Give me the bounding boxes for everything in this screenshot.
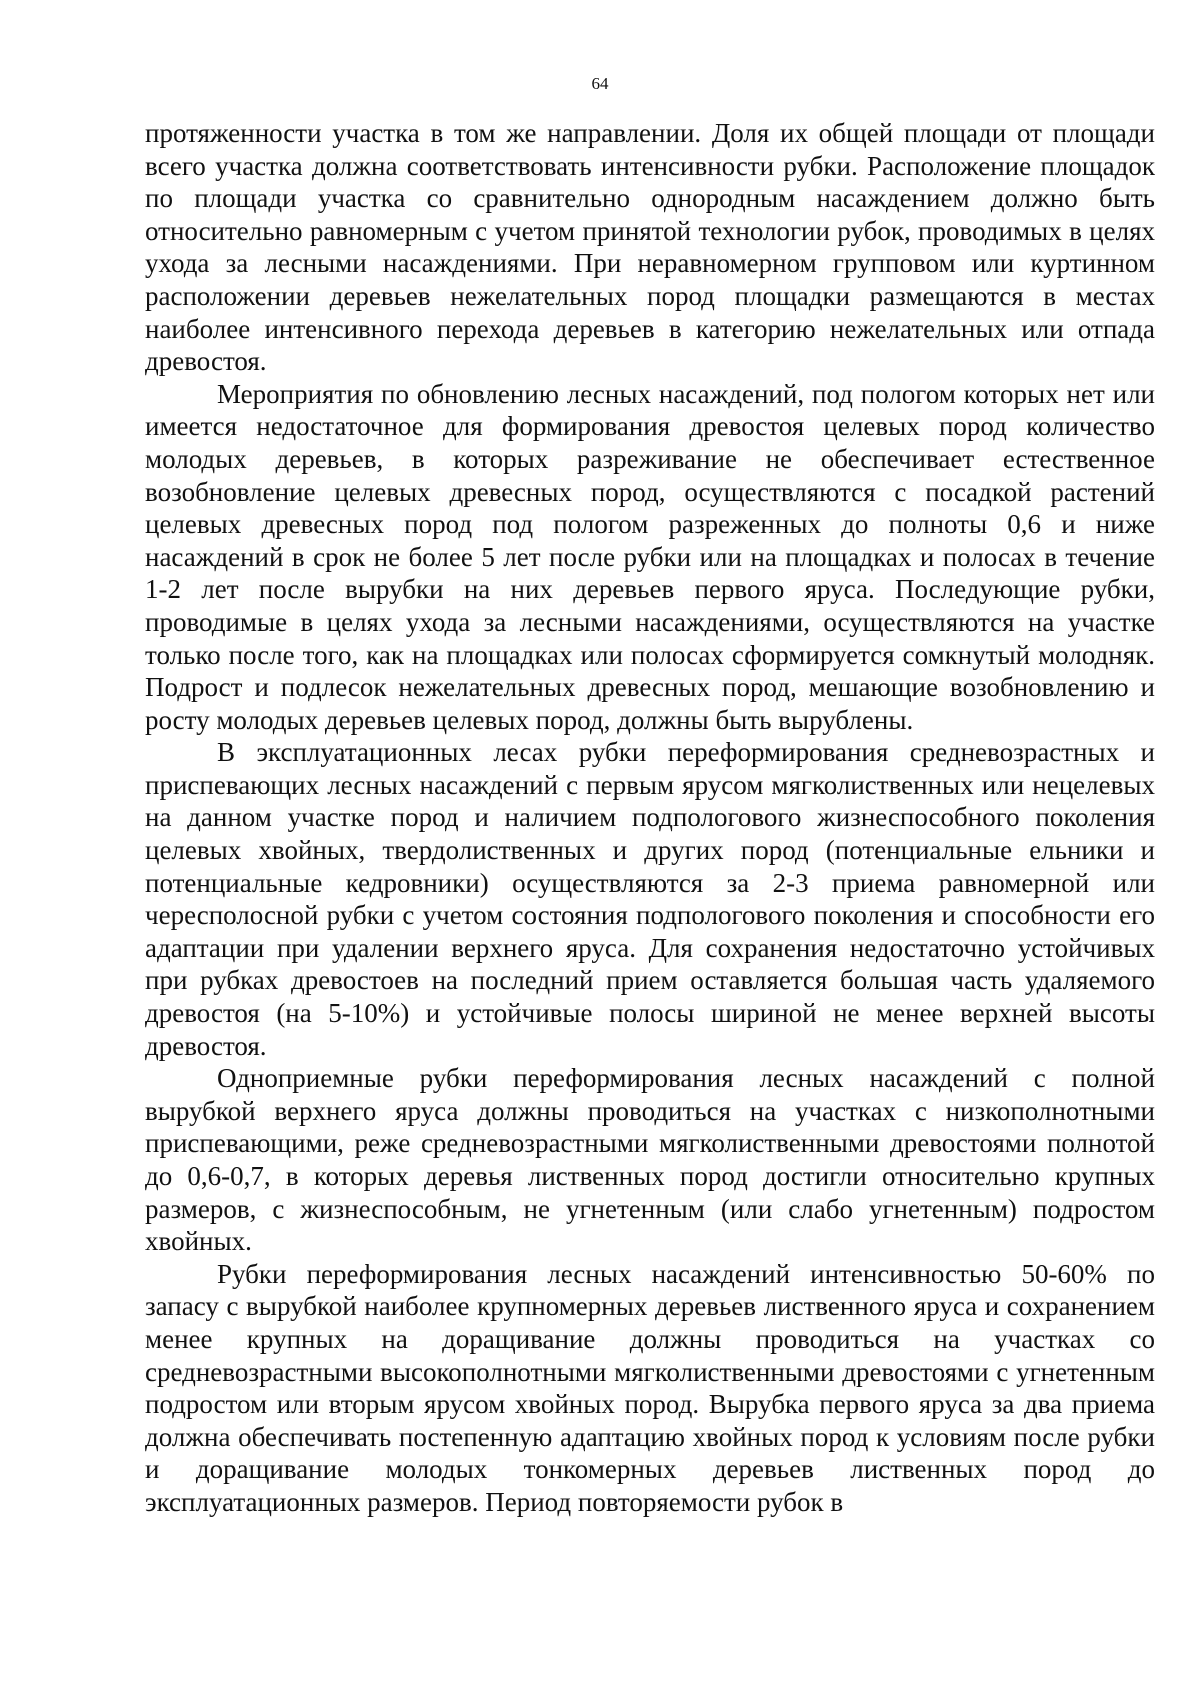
document-body xyxy=(145,117,1155,1519)
paragraph-exploitation-forests: В эксплуатационных лесах рубки переформирования средневозрастных и приспевающих лесных насаждений с первым ярусом мягколиственных или нецелевых на данном участке пород и наличием подпологового жизнеспособного поколения целевых хвойных, твердолиственных и других пород (потенциальные ельники и потенциальные кедровники) осуществляются за 2-3 приема равномерной или чересполосной рубки с учетом состояния подпологового поколения и способности его адаптации при удалении верхнего яруса. Для сохранения недостаточно устойчивых при рубках древостоев на последний прием оставляется большая часть удаляемого древостоя (на 5-10%) и устойчивые полосы шириной не менее верхней высоты древостоя. xyxy=(145,737,1155,1061)
paragraph-continuation: протяженности участка в том же направлении. Доля их общей площади от площади всего участка должна соответствовать интенсивности рубки. Расположение площадок по площади участка со сравнительно однородным насаждением должно быть относительно равномерным с учетом принятой технологии рубок, проводимых в целях ухода за лесными насаждениями. При неравномерном групповом или куртинном расположении деревьев нежелательных пород площадки размещаются в местах наиболее интенсивного перехода деревьев в категорию нежелательных или отпада древостоя. xyxy=(145,118,1155,377)
paragraph-single-stage-felling: Одноприемные рубки переформирования лесных насаждений с полной вырубкой верхнего яруса должны проводиться на участках с низкополнотными приспевающими, реже средневозрастными мягколиственными древостоями полнотой до 0,6-0,7, в которых деревья лиственных пород достигли относительно крупных размеров, с жизнеспособным, не угнетенным (или слабо угнетенным) подростом хвойных. xyxy=(145,1063,1155,1257)
paragraph-reformation-intensity: Рубки переформирования лесных насаждений интенсивностью 50-60% по запасу с вырубкой наиболее крупномерных деревьев лиственного яруса и сохранением менее крупных на доращивание должны проводиться на участках со средневозрастными высокополнотными мягколиственными древостоями с угнетенным подростом или вторым ярусом хвойных пород. Вырубка первого яруса за два приема должна обеспечивать постепенную адаптацию хвойных пород к условиям после рубки и доращивание молодых тонкомерных деревьев лиственных пород до эксплуатационных размеров. Период повторяемости рубок в xyxy=(145,1258,1155,1517)
paragraph-renewal-measures: Мероприятия по обновлению лесных насаждений, под пологом которых нет или имеется недостаточное для формирования древостоя целевых пород количество молодых деревьев, в которых разреживание не обеспечивает естественное возобновление целевых древесных пород, осуществляются с посадкой растений целевых древесных пород под пологом разреженных до полноты 0,6 и ниже насаждений в срок не более 5 лет после рубки или на площадках и полосах в течение 1-2 лет после вырубки на них деревьев первого яруса. Последующие рубки, проводимые в целях ухода за лесными насаждениями, осуществляются на участке только после того, как на площадках или полосах сформируется сомкнутый молодняк. Подрост и подлесок нежелательных древесных пород, мешающие возобновлению и росту молодых деревьев целевых пород, должны быть вырублены. xyxy=(145,378,1155,735)
page-number: 64 xyxy=(591,74,609,93)
